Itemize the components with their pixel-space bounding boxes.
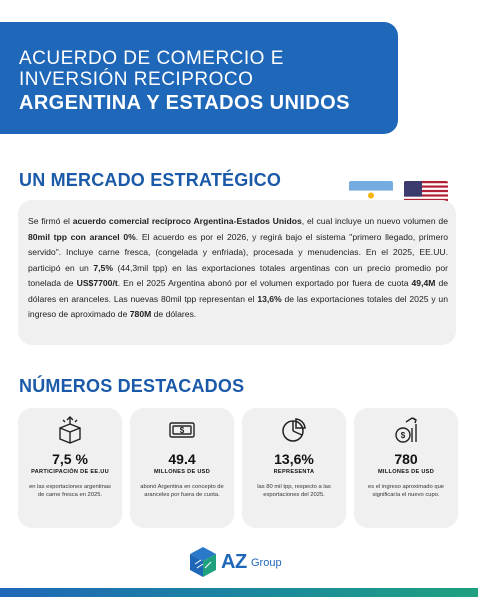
- money-growth-icon: [392, 416, 420, 444]
- stat-description: abonó Argentina en concepto de aranceles por fuera de cuota.: [140, 484, 224, 498]
- section-title-mercado: UN MERCADO ESTRATÉGICO: [19, 170, 282, 190]
- stat-value: 780: [394, 451, 418, 467]
- summary-paragraph: Se firmó el acuerdo comercial recíproco Argentina-Estados Unidos, el cual incluye un nuevo volumen de 80mil tpp con arancel 0%. El acuerdo es por el 2026, y regirá bajo el sistema "primero llegado, primero servido". Incluye carne fresca, (congelada y enfriada), procesada y menudencias. En el 2025, EE.UU. participó en un 7,5% (44,3mil tpp) en las exportaciones totales argentinas con un precio promedio por tonelada de US$7700/t. En el 2025 Argentina abonó por el volumen exportado por fuera de cuota 49,4M de dólares en aranceles. Las nuevas 80mil tpp representan el 13,6% de las exportaciones totales del 2025 y un ingreso de aproximado de 780M de dólares.: [28, 216, 449, 319]
- stat-value: 7,5 %: [52, 451, 88, 467]
- stat-card-representa: [242, 408, 346, 528]
- svg-text:$: $: [400, 431, 406, 440]
- logo-group-text: Group: [251, 557, 282, 569]
- svg-text:$: $: [179, 426, 185, 435]
- cube-logo-icon: [189, 546, 217, 578]
- stat-value: 13,6%: [274, 451, 314, 467]
- title-line-3: ARGENTINA Y ESTADOS UNIDOS: [19, 92, 350, 114]
- export-box-icon: [56, 416, 84, 444]
- stat-label: PARTICIPACIÓN DE EE.UU: [31, 469, 109, 475]
- dollar-bill-icon: [168, 416, 196, 444]
- az-group-logo: [189, 546, 299, 580]
- stat-description: es el ingreso aproximado que significaría el nuevo cupo.: [367, 484, 445, 498]
- stat-label: MILLONES DE USD: [153, 469, 211, 475]
- stat-value: 49.4: [168, 451, 196, 467]
- summary-card: [18, 200, 456, 345]
- stat-card-ingreso: [354, 408, 458, 528]
- stat-label: REPRESENTA: [273, 469, 315, 475]
- bottom-gradient-bar: [0, 588, 478, 597]
- stat-description: las 80 mil tpp, respecto a las exportaciones del 2025.: [257, 484, 331, 498]
- stat-card-aranceles: [130, 408, 234, 528]
- title-line-1: ACUERDO DE COMERCIO E: [19, 48, 284, 69]
- stat-card-participacion: [18, 408, 122, 528]
- title-line-2: INVERSIÓN RECIPROCO: [19, 69, 254, 90]
- pie-chart-icon: [280, 416, 308, 444]
- stat-description: en las exportaciones argentinas de carne fresca en 2025.: [29, 484, 111, 498]
- header-banner: [0, 22, 398, 134]
- stat-label: MILLONES DE USD: [377, 469, 435, 475]
- section-title-numeros: NÚMEROS DESTACADOS: [19, 376, 245, 396]
- logo-az-text: AZ: [221, 551, 247, 573]
